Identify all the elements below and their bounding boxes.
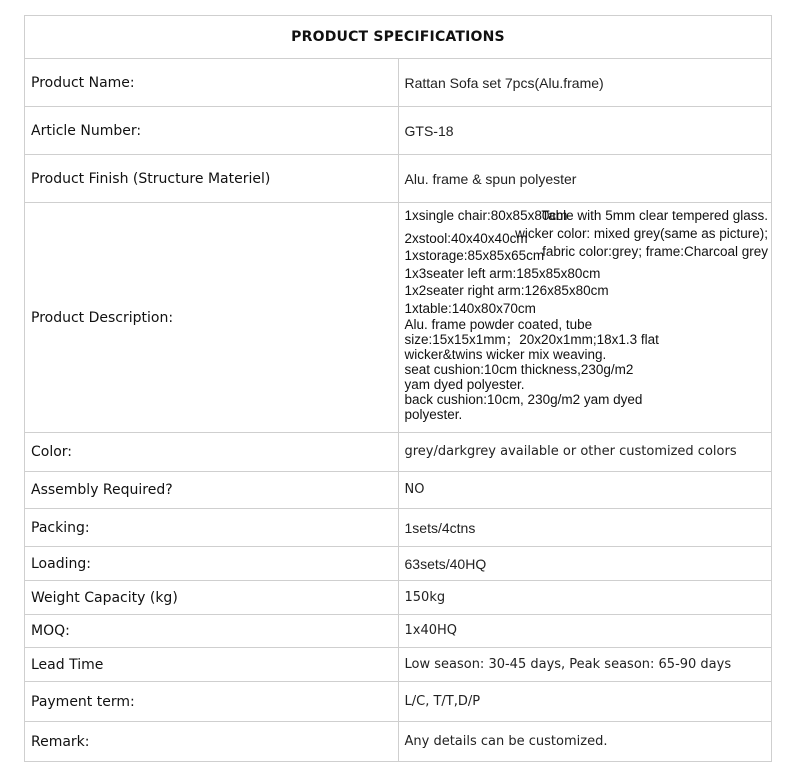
row-value: Alu. frame & spun polyester: [398, 155, 772, 203]
row-value: 63sets/40HQ: [398, 547, 772, 581]
table-row: [25, 547, 772, 581]
description-line: seat cushion:10cm thickness,230g/m2 yam dyed polyester.: [404, 362, 634, 392]
description-line: back cushion:10cm, 230g/m2 yam dyed polyester.: [404, 392, 643, 422]
row-value: 1x40HQ: [398, 615, 772, 648]
table-row: [25, 59, 772, 107]
row-value: NO: [398, 472, 772, 509]
description-line: 1x2seater right arm:126x85x80cm: [404, 283, 609, 298]
row-label: Article Number:: [25, 107, 399, 155]
table-row: [25, 433, 772, 472]
description-line: wicker color: mixed grey(same as picture);: [515, 226, 768, 241]
table-row: [25, 581, 772, 615]
row-label: Product Description:: [25, 203, 399, 433]
row-value: L/C, T/T,D/P: [398, 682, 772, 722]
table-row: [25, 472, 772, 509]
row-label: Loading:: [25, 547, 399, 581]
description-line: 1xstorage:85x85x65cm: [404, 248, 545, 263]
row-value: 150kg: [398, 581, 772, 615]
row-label: Payment term:: [25, 682, 399, 722]
title-row: [25, 16, 772, 59]
row-value: Low season: 30-45 days, Peak season: 65-90 days: [398, 648, 772, 682]
description-line: 2xstool:40x40x40cm: [404, 230, 528, 246]
row-value: Rattan Sofa set 7pcs(Alu.frame): [398, 59, 772, 107]
description-line: fabric color:grey; frame:Charcoal grey: [542, 244, 768, 259]
row-value: GTS-18: [398, 107, 772, 155]
product-description: [398, 203, 772, 433]
row-label: Packing:: [25, 509, 399, 547]
row-label: Assembly Required?: [25, 472, 399, 509]
table-row: [25, 682, 772, 722]
description-line: 1xsingle chair:80x85x80cm: [404, 208, 568, 223]
description-line: 1x3seater left arm:185x85x80cm: [404, 265, 601, 281]
spec-table: [24, 15, 772, 762]
row-label: Remark:: [25, 722, 399, 762]
row-label: Product Name:: [25, 59, 399, 107]
description-line: Table with 5mm clear tempered glass.: [541, 208, 768, 223]
row-label: Color:: [25, 433, 399, 472]
row-label: Lead Time: [25, 648, 399, 682]
table-row: [25, 107, 772, 155]
row-label: Weight Capacity (kg): [25, 581, 399, 615]
table-row: [25, 722, 772, 762]
table-row: [25, 615, 772, 648]
description-line: Alu. frame powder coated, tube size:15x15x1mm；20x20x1mm;18x1.3 flat wicker&twins wicker mix weaving.: [404, 317, 659, 362]
row-value: Any details can be customized.: [398, 722, 772, 762]
table-row: [25, 648, 772, 682]
page-title: PRODUCT SPECIFICATIONS: [25, 16, 772, 59]
row-value: 1sets/4ctns: [398, 509, 772, 547]
row-label: Product Finish (Structure Materiel): [25, 155, 399, 203]
table-row: [25, 509, 772, 547]
description-line: 1xtable:140x80x70cm: [404, 300, 536, 316]
table-row: [25, 155, 772, 203]
row-value: grey/darkgrey available or other customized colors: [398, 433, 772, 472]
row-label: MOQ:: [25, 615, 399, 648]
description-notes: [515, 207, 768, 261]
table-row: [25, 203, 772, 433]
